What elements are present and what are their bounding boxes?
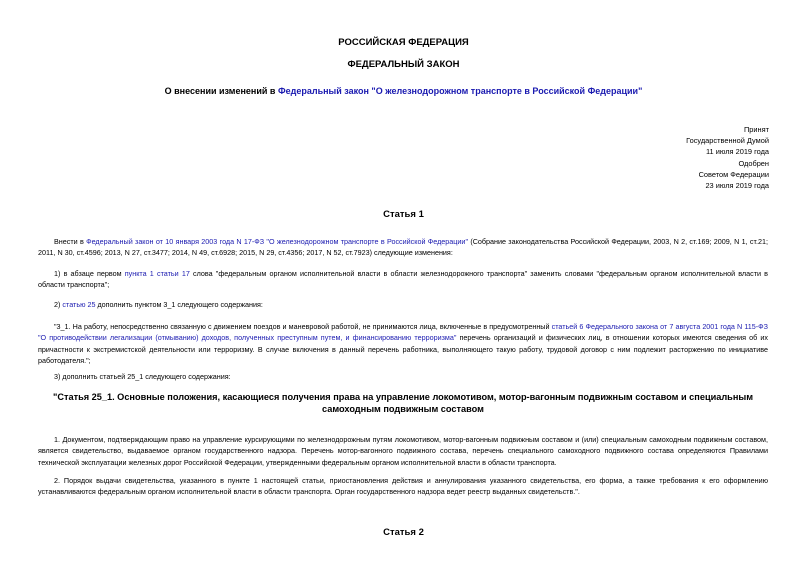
article2-title: Статья 2 bbox=[383, 527, 424, 538]
adoption-line: 23 июля 2019 года bbox=[705, 181, 769, 191]
adoption-line: Принят bbox=[743, 125, 769, 134]
adoption-line: Советом Федерации bbox=[698, 169, 769, 179]
new-article-paragraph-2: 2. Порядок выдачи свидетельства, указанного в пункте 1 настоящей статьи, приостановления действия и аннулирования указанного свидетельства, его форма, а также требования к его оформлению устанавливаются федеральным органом исполнительной власти в области транспорта. Орган государственного надзора ведет реестр выданных свидетельств.". bbox=[38, 476, 768, 497]
article17-link[interactable]: пункта 1 статьи 17 bbox=[124, 269, 190, 278]
adoption-line: Государственной Думой bbox=[686, 136, 769, 146]
article1-item1 bbox=[38, 268, 768, 291]
article1-item3: 3) дополнить статьей 25_1 следующего содержания: bbox=[54, 372, 231, 381]
item2-prefix: 2) bbox=[54, 300, 63, 309]
subtitle-prefix: О внесении изменений в bbox=[164, 86, 278, 96]
article25-link[interactable]: статью 25 bbox=[62, 300, 96, 309]
article1-title: Статья 1 bbox=[383, 209, 424, 220]
intro-suffix: (Собрание законодательства Российской Федерации, 2003, N 2, ст.169; 2009, N 1, ст.21; 2011, N 30, ст.4596; 2013, N 27, ст.3477; 2014, N 49, ст.6928; 2015, N 29, ст.4356; 2017, N 52, ст.7923) следующие изменения: bbox=[38, 237, 769, 258]
quote-prefix: "3_1. На работу, непосредственно связанную с движением поездов и маневровой работой, не принимаются лица, включенные в предусмотренный bbox=[54, 322, 552, 331]
new-article-paragraph-1: 1. Документом, подтверждающим право на управление курсирующими по железнодорожным путям локомотивом, мотор-вагонным подвижным составом и (или) специальным самоходным подвижным составом, является свидетельство, выдаваемое органом государственного надзора. Перечень мотор-вагонного подвижного состава, перечень специального самоходного подвижного состава определяются Правилами технической эксплуатации железных дорог Российской Федерации, утвержденными федеральным органом исполнительной власти в области транспорта. bbox=[38, 435, 768, 467]
item1-prefix: 1) в абзаце первом bbox=[54, 269, 125, 278]
law-subtitle bbox=[0, 86, 807, 96]
item2-suffix: дополнить пунктом 3_1 следующего содержания: bbox=[95, 300, 263, 309]
law-2003-link[interactable]: Федеральный закон от 10 января 2003 года N 17-ФЗ "О железнодорожном транспорте в Российской Федерации" bbox=[86, 237, 468, 246]
intro-prefix: Внести в bbox=[54, 237, 87, 246]
article1-item2 bbox=[38, 299, 768, 310]
doc-type-heading: ФЕДЕРАЛЬНЫЙ ЗАКОН bbox=[347, 59, 460, 70]
adoption-line: 11 июля 2019 года bbox=[706, 147, 769, 157]
new-article-25-1-title: "Статья 25_1. Основные положения, касающиеся получения права на управление локомотивом, мотор-вагонным подвижным составом и специальным самоходным подвижным составом bbox=[52, 392, 754, 414]
adoption-line: Одобрен bbox=[738, 158, 769, 168]
quote-suffix: перечень организаций и физических лиц, в отношении которых имеются сведения об их причастности к экстремистской деятельности или терроризму. В случае включения в данный перечень работника, выполняющего такую работу, трудовой договор с ним подлежит расторжению по инициативе работодателя."; bbox=[38, 333, 768, 365]
item1-suffix: слова "федеральным органом исполнительной власти в области железнодорожного транспорта" заменить словами "федеральным органом исполнительной власти в области транспорта"; bbox=[38, 269, 768, 290]
subtitle-law-link[interactable]: Федеральный закон "О железнодорожном транспорте в Российской Федерации" bbox=[277, 86, 643, 96]
article1-quote-3-1 bbox=[38, 321, 768, 366]
adoption-block bbox=[686, 124, 769, 191]
article1-intro bbox=[38, 236, 768, 259]
country-heading: РОССИЙСКАЯ ФЕДЕРАЦИЯ bbox=[338, 37, 469, 48]
law-115fz-link[interactable]: статьей 6 Федерального закона от 7 августа 2001 года N 115-ФЗ "О противодействии легализации (отмыванию) доходов, полученных преступным путем, и финансированию терроризма" bbox=[38, 322, 768, 343]
